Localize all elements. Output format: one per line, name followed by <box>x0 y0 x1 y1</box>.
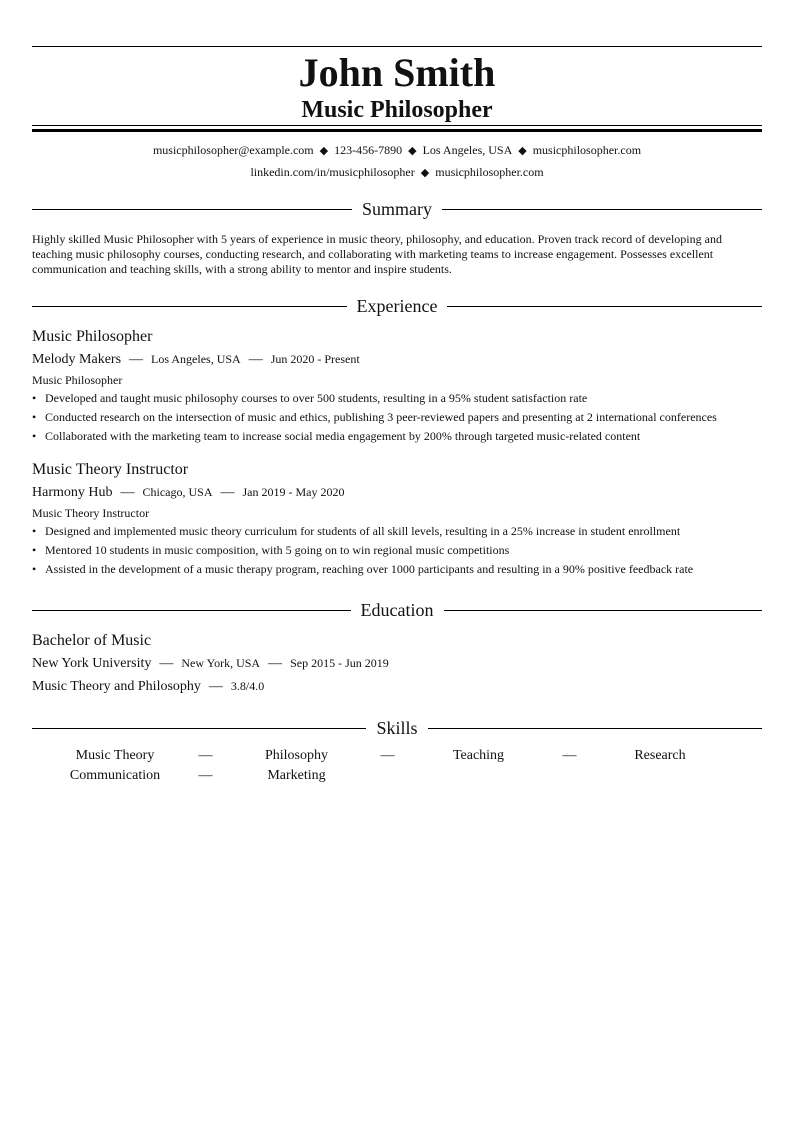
job-location: Los Angeles, USA <box>151 352 241 366</box>
job-title-header: Music Philosopher <box>301 97 493 123</box>
dash-separator: — <box>129 352 144 367</box>
diamond-separator-icon: ◆ <box>319 145 329 157</box>
skill-item: Marketing <box>267 768 326 783</box>
contact-line-2 <box>32 162 762 184</box>
bullet-icon: • <box>32 391 37 405</box>
dash-separator: — <box>198 768 213 783</box>
company-name: Melody Makers <box>32 352 122 367</box>
education-dates: Sep 2015 - Jun 2019 <box>290 656 389 670</box>
job-dates: Jan 2019 - May 2020 <box>242 485 345 499</box>
school-name: New York University <box>32 656 152 671</box>
job-bullets <box>32 522 762 579</box>
company-name: Harmony Hub <box>32 485 113 500</box>
job-title: Music Theory Instructor <box>32 461 189 478</box>
bullet-icon: • <box>32 524 37 538</box>
top-rule <box>32 46 762 47</box>
experience-heading <box>32 295 762 317</box>
job-title: Music Philosopher <box>32 328 153 345</box>
education-meta <box>32 653 762 674</box>
bullet-item: • Designed and implemented music theory curriculum for students of all skill levels, resulting in a 25% increase in student enrollment <box>32 522 762 541</box>
dash-separator: — <box>248 352 263 367</box>
location: Los Angeles, USA <box>422 143 513 157</box>
bullet-icon: • <box>32 429 37 443</box>
section-title: Experience <box>356 296 438 316</box>
skills-grid <box>32 747 762 785</box>
website-link[interactable]: musicphilosopher.com <box>532 143 642 157</box>
header-double-rule <box>32 125 762 132</box>
skill-item: Teaching <box>452 748 505 763</box>
job-entry <box>32 460 762 579</box>
job-subtitle: Music Philosopher <box>32 373 123 387</box>
contact-block <box>32 140 762 184</box>
bullet-item: • Mentored 10 students in music composition, with 5 going on to win regional music competitions <box>32 541 762 560</box>
dash-separator: — <box>120 485 135 500</box>
degree-name: Bachelor of Music <box>32 632 152 649</box>
skill-item: Music Theory <box>75 748 155 763</box>
school-location: New York, USA <box>181 656 261 670</box>
bullet-icon: • <box>32 543 37 557</box>
education-field <box>32 676 762 697</box>
dash-separator: — <box>198 748 213 763</box>
website-link[interactable]: musicphilosopher.com <box>435 165 544 179</box>
contact-line-1 <box>32 140 762 162</box>
job-subtitle: Music Theory Instructor <box>32 506 150 520</box>
job-meta <box>32 482 762 503</box>
job-dates: Jun 2020 - Present <box>270 352 360 366</box>
dash-separator: — <box>380 748 395 763</box>
field-of-study: Music Theory and Philosophy <box>32 679 201 694</box>
section-title: Education <box>360 600 434 620</box>
job-meta <box>32 349 762 370</box>
dash-separator: — <box>268 656 283 671</box>
education-heading <box>32 599 762 621</box>
job-entry <box>32 327 762 446</box>
resume-page <box>32 0 762 785</box>
bullet-item: • Assisted in the development of a music therapy program, reaching over 1000 participants and resulting in a 90% positive feedback rate <box>32 560 762 579</box>
dash-separator: — <box>208 679 223 694</box>
person-name: John Smith <box>298 50 496 95</box>
diamond-separator-icon: ◆ <box>408 145 417 157</box>
dash-separator: — <box>159 656 174 671</box>
section-title: Skills <box>376 718 418 738</box>
diamond-separator-icon: ◆ <box>518 145 527 157</box>
bullet-item: • Conducted research on the intersection of music and ethics, publishing 3 peer-reviewed papers and presenting at 2 international conferences <box>32 408 762 427</box>
bullet-icon: • <box>32 562 37 576</box>
job-location: Chicago, USA <box>142 485 213 499</box>
diamond-separator-icon: ◆ <box>420 167 430 179</box>
dash-separator: — <box>220 485 235 500</box>
skills-heading <box>32 717 762 739</box>
bullet-item: • Developed and taught music philosophy courses to over 500 students, resulting in a 95% student satisfaction rate <box>32 389 762 408</box>
skill-item: Research <box>634 748 686 763</box>
linkedin-link[interactable]: linkedin.com/in/musicphilosopher <box>250 165 415 179</box>
bullet-item: • Collaborated with the marketing team to increase social media engagement by 200% through targeted music-related content <box>32 427 762 446</box>
job-bullets <box>32 389 762 446</box>
skill-item: Philosophy <box>264 748 328 763</box>
bullet-icon: • <box>32 410 37 424</box>
dash-separator: — <box>562 748 577 763</box>
phone-number: 123-456-7890 <box>334 143 403 157</box>
skill-item: Communication <box>69 768 161 783</box>
section-title: Summary <box>362 199 432 219</box>
email-link[interactable]: musicphilosopher@example.com <box>152 143 314 157</box>
summary-heading <box>32 198 762 220</box>
summary-text: Highly skilled Music Philosopher with 5 years of experience in music theory, philosophy, and education. Proven track record of developing and teaching music philosophy courses, conducting research, and collaborating with marketing teams to increase engagement. Possesses excellent communication and teaching skills, with a strong ability to mentor and inspire students. <box>32 232 722 276</box>
gpa: 3.8/4.0 <box>230 679 265 693</box>
